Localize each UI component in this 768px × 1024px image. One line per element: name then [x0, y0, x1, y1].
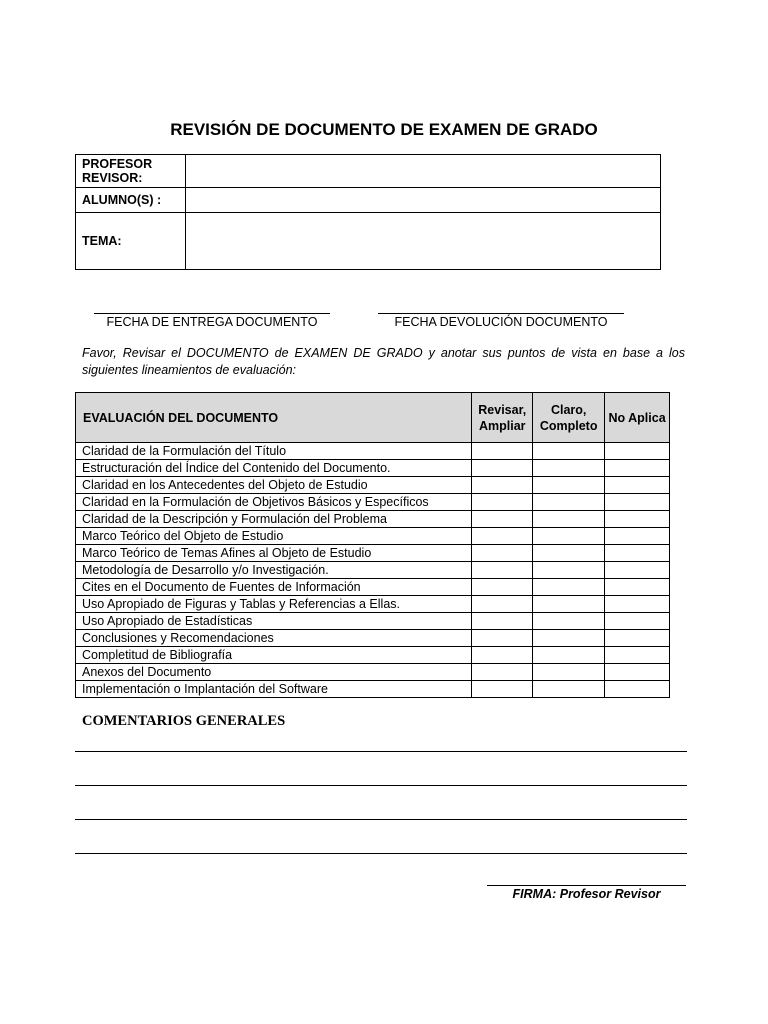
criterion-label: Marco Teórico del Objeto de Estudio [76, 528, 472, 545]
claro-cell[interactable] [533, 596, 605, 613]
criterion-label: Claridad de la Descripción y Formulación del Problema [76, 511, 472, 528]
comment-line[interactable] [75, 785, 687, 786]
comment-line[interactable] [75, 819, 687, 820]
table-row [76, 443, 670, 460]
no-aplica-cell[interactable] [605, 681, 670, 698]
criterion-label: Uso Apropiado de Estadísticas [76, 613, 472, 630]
table-row [76, 545, 670, 562]
table-row [76, 562, 670, 579]
table-row [76, 613, 670, 630]
claro-cell[interactable] [533, 528, 605, 545]
criterion-label: Claridad en la Formulación de Objetivos Básicos y Específicos [76, 494, 472, 511]
no-aplica-cell[interactable] [605, 545, 670, 562]
alumno-label: ALUMNO(S) : [76, 188, 186, 213]
revisar-cell[interactable] [472, 477, 533, 494]
criterion-label: Claridad en los Antecedentes del Objeto de Estudio [76, 477, 472, 494]
claro-cell[interactable] [533, 494, 605, 511]
no-aplica-cell[interactable] [605, 477, 670, 494]
criterion-label: Estructuración del Índice del Contenido del Documento. [76, 460, 472, 477]
claro-cell[interactable] [533, 545, 605, 562]
table-row [76, 681, 670, 698]
claro-cell[interactable] [533, 579, 605, 596]
criterion-label: Conclusiones y Recomendaciones [76, 630, 472, 647]
fecha-devolucion-label: FECHA DEVOLUCIÓN DOCUMENTO [394, 315, 608, 329]
no-aplica-cell[interactable] [605, 664, 670, 681]
profesor-label: PROFESOR REVISOR: [76, 155, 186, 188]
eval-header-no-aplica: No Aplica [605, 393, 670, 443]
table-row [76, 494, 670, 511]
revisar-cell[interactable] [472, 613, 533, 630]
revisar-cell[interactable] [472, 528, 533, 545]
revisar-cell[interactable] [472, 511, 533, 528]
claro-cell[interactable] [533, 613, 605, 630]
criterion-label: Anexos del Documento [76, 664, 472, 681]
fecha-entrega-line[interactable] [94, 313, 330, 314]
criterion-label: Marco Teórico de Temas Afines al Objeto de Estudio [76, 545, 472, 562]
criterion-label: Claridad de la Formulación del Título [76, 443, 472, 460]
criterion-label: Implementación o Implantación del Software [76, 681, 472, 698]
claro-cell[interactable] [533, 562, 605, 579]
no-aplica-cell[interactable] [605, 528, 670, 545]
table-row [76, 579, 670, 596]
alumno-field[interactable] [186, 188, 661, 213]
table-row [76, 630, 670, 647]
revisar-cell[interactable] [472, 630, 533, 647]
revisar-cell[interactable] [472, 562, 533, 579]
table-row [76, 528, 670, 545]
claro-cell[interactable] [533, 630, 605, 647]
table-row [76, 460, 670, 477]
comment-line[interactable] [75, 853, 687, 854]
table-row [76, 511, 670, 528]
claro-cell[interactable] [533, 681, 605, 698]
document-title: REVISIÓN DE DOCUMENTO DE EXAMEN DE GRADO [170, 120, 598, 139]
criterion-label: Cites en el Documento de Fuentes de Información [76, 579, 472, 596]
revisar-cell[interactable] [472, 579, 533, 596]
no-aplica-cell[interactable] [605, 647, 670, 664]
fecha-entrega-label: FECHA DE ENTREGA DOCUMENTO [106, 315, 318, 329]
criterion-label: Completitud de Bibliografía [76, 647, 472, 664]
revisar-cell[interactable] [472, 681, 533, 698]
no-aplica-cell[interactable] [605, 443, 670, 460]
table-row [76, 664, 670, 681]
claro-cell[interactable] [533, 647, 605, 664]
no-aplica-cell[interactable] [605, 613, 670, 630]
fecha-devolucion-line[interactable] [378, 313, 624, 314]
no-aplica-cell[interactable] [605, 596, 670, 613]
claro-cell[interactable] [533, 443, 605, 460]
instructions-text: Favor, Revisar el DOCUMENTO de EXAMEN DE GRADO y anotar sus puntos de vista en base a los siguientes lineamientos de evaluación: [82, 346, 685, 377]
criterion-label: Uso Apropiado de Figuras y Tablas y Referencias a Ellas. [76, 596, 472, 613]
table-row [76, 477, 670, 494]
no-aplica-cell[interactable] [605, 630, 670, 647]
profesor-field[interactable] [186, 155, 661, 188]
info-table [75, 154, 661, 270]
eval-header-claro: Claro, Completo [533, 393, 605, 443]
no-aplica-cell[interactable] [605, 511, 670, 528]
revisar-cell[interactable] [472, 664, 533, 681]
claro-cell[interactable] [533, 511, 605, 528]
criterion-label: Metodología de Desarrollo y/o Investigación. [76, 562, 472, 579]
table-row [76, 596, 670, 613]
comment-line[interactable] [75, 751, 687, 752]
evaluation-table [75, 392, 670, 698]
no-aplica-cell[interactable] [605, 562, 670, 579]
no-aplica-cell[interactable] [605, 579, 670, 596]
tema-field[interactable] [186, 213, 661, 270]
tema-label: TEMA: [76, 213, 186, 270]
revisar-cell[interactable] [472, 647, 533, 664]
table-row [76, 647, 670, 664]
eval-header-main: EVALUACIÓN DEL DOCUMENTO [76, 393, 472, 443]
signature-line[interactable] [487, 885, 686, 886]
revisar-cell[interactable] [472, 494, 533, 511]
revisar-cell[interactable] [472, 443, 533, 460]
revisar-cell[interactable] [472, 460, 533, 477]
claro-cell[interactable] [533, 664, 605, 681]
comments-title: COMENTARIOS GENERALES [82, 713, 286, 729]
claro-cell[interactable] [533, 460, 605, 477]
eval-header-revisar: Revisar, Ampliar [472, 393, 533, 443]
no-aplica-cell[interactable] [605, 494, 670, 511]
claro-cell[interactable] [533, 477, 605, 494]
signature-label: FIRMA: Profesor Revisor [512, 887, 661, 901]
revisar-cell[interactable] [472, 596, 533, 613]
no-aplica-cell[interactable] [605, 460, 670, 477]
revisar-cell[interactable] [472, 545, 533, 562]
